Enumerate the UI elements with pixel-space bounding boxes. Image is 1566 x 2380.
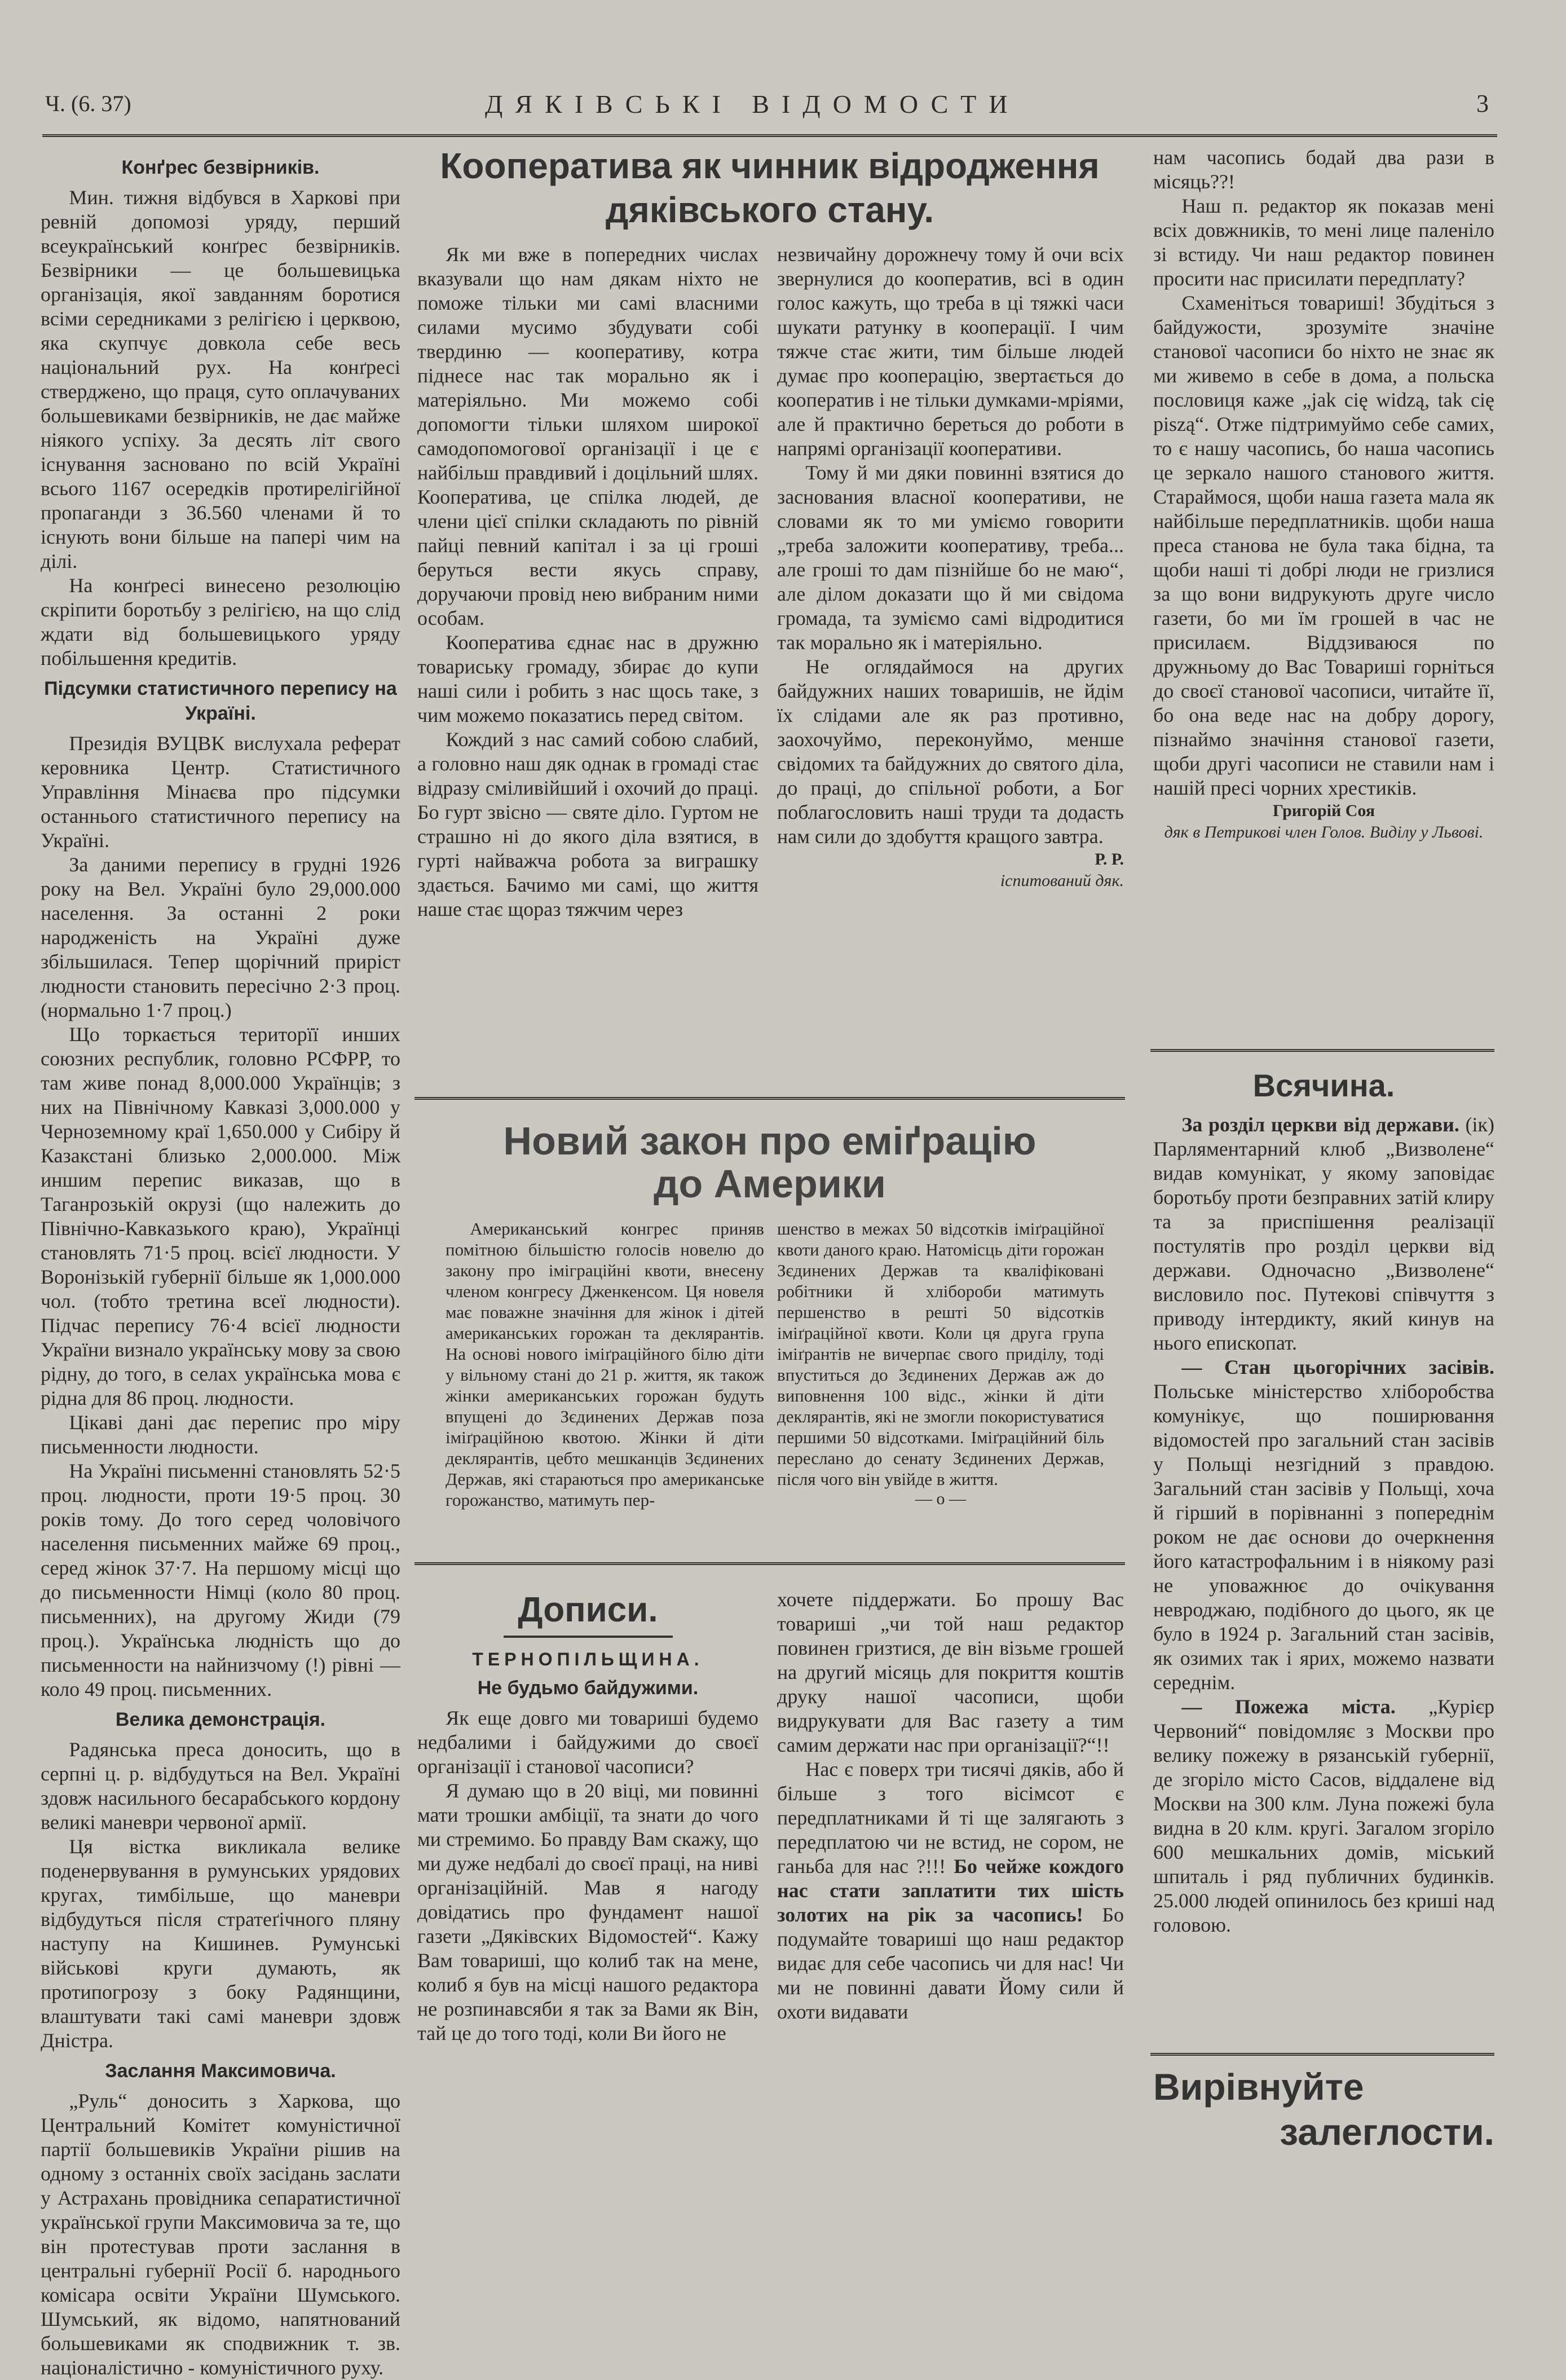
paragraph: хочете піддержати. Бо прошу Вас товариші „чи той наш редактор повинен гризтися, де він візьме грошей на другий місяць для покриття коштів друку нашої часописи, щоби видрукувати для Вас газету а тим самим держати нас при організації?“!!: [777, 1588, 1124, 1756]
ad-line: Вирівнуйте: [1153, 2066, 1364, 2108]
ad-rule: [1150, 2053, 1494, 2056]
issue-number: Ч. (6. 37): [45, 91, 131, 116]
paragraph: Кождий з нас самий собою слабий, а головно наш дяк однак в громаді стає відразу сміливійший і охочий до праці. Бо гурт звісно — святе діло. Гуртом не страшно ні до якого діла взятися, в гурті найважча робота за виграшку здається. Бачимо ми самі, що життя наше стає щораз тяжчим через: [417, 728, 758, 920]
right-column: [1153, 146, 1494, 843]
section-title: Підсумки статистичного перепису на Україні.: [44, 678, 397, 724]
misc-item: [1153, 1695, 1494, 1937]
letters-title: Дописи.: [504, 1585, 673, 1638]
letter-subtitle: Не будьмо байдужими.: [477, 1677, 699, 1699]
right-rule: [1150, 1049, 1494, 1052]
signature: [1153, 800, 1494, 843]
paragraph: Американський конгрес приняв помітною більшістю голосів новелю до закону про іміграційні квоти, внесену членом конгресу Дженкенсом. Ця новеля має поважне значіння для жінок і дітей американських горожан та деклярантів. На основі нового іміґраційного білю діти у вільному стані до 21 р. життя, як також жінки американських горожан будуть впущені до Зєдинених Держав поза іміґраційною квотою. Жінки й діти деклярантів, цебто мешканців Зєдинених Держав, які стараються про американське горожанство, матимуть пер-: [445, 1219, 764, 1510]
misc-item: [1153, 1355, 1494, 1695]
masthead: ДЯКІВСЬКІ ВІДОМОСТИ: [485, 90, 1020, 118]
paragraph: Що торкається територїї инших союзних республик, головно РСФРР, то там живе понад 8,000.000 Українців; з них на Північному Кавказі 3,000.000 у Черноземному краї 1,650.000 у Сибіру й Казакстані близько 2,000.000. Між иншим перепис виказав, що в Таганрозькій окрузі (що належить до Північно-Кавказького краю), Українці становлять 71·5 проц. всієї людности. У Воронізькій губернії більше як 1,000.000 чол. (тобто третина всеї людности). Підчас перепису 76·4 всієї людности України визнало українську мову за свою рідну, до того, в селах українська мова є рідна для 86 проц. людности.: [41, 1023, 400, 1409]
signature-name: Р. Р.: [1095, 850, 1124, 869]
paragraph: Схаменіться товариші! Збудіться з байдужости, зрозуміте значіне станової часописи бо ніхто не знає як ми живемо в себе в дома, а польска пословиця каже „jak cię widzą, tak cię piszą“. Отже підтримуймо себе самих, то є нашу часопись, бо наша часопись це зеркало нашого станового життя. Стараймося, щоби наша газета мала як найбільше передплатників. щоби наша преса станова не була така бідна, та щоби наші ті добрі люди не гризлися за що вони видрукують друге число газети, бо ми їм грошей в час не присилаєм. Віддзиваюся по дружньому до Вас Товариші горніться до своєї станової часописи, читайте її, бо она веде нас на добру дорогу, пізнаймо значіння станової газети, щоби другі часописи не ставили нам і нашій пресі чорних хрестиків.: [1153, 292, 1494, 799]
miscellany-column: [1153, 1063, 1494, 1937]
paragraph: За даними перепису в грудні 1926 року на Вел. Україні було 29,000.000 населення. За останні 2 роки народженість на Україні дуже збільшилася. Тепер щорічний приріст людности становить пересічно 2·3 проц. (нормально 1·7 проц.): [41, 853, 400, 1021]
ad-line: залеглости.: [1280, 2111, 1494, 2153]
region-title: ТЕРНОПІЛЬЩИНА.: [472, 1649, 704, 1669]
paragraph: незвичайну дорожнечу тому й очи всіх звернулися до кооператив, всі в один голос кажуть, що треба в ці тяжкі часи шукати ратунку в кооперації. І чим тяжче стає жити, тим більше людей думає про кооперацію, звертається до кооператив і не тільки думками-мріями, але й практично береться до роботи в напрямі організації кооперативи.: [777, 243, 1124, 460]
headline-line: Новий закон про еміґрацію: [503, 1119, 1036, 1163]
paragraph-text: Нас є поверх три тисячі дяків, або й більше з того вісімсот є передплатниками й ті ще залягають з передплатою чи не встид, не сором, не ганьба для нас ?!!!: [777, 1758, 1124, 1877]
misc-lead: — Пожежа міста.: [1181, 1695, 1396, 1718]
misc-item: [1153, 1113, 1494, 1355]
paragraph: Президія ВУЦВК вислухала реферат керовника Центр. Статистичного Управління Мінаєва про підсумки останнього статистичного перепису на Україні.: [41, 732, 400, 852]
paragraph: Не оглядаймося на других байдужних наших товаришів, не йдім їх слідами але як раз противно, заохочуймо, переконуймо, менше свідомих та байдужних до святого діла, до праці, до спільної роботи, а Бог поблагословить наші труди та додасть нам сили до здобуття кращого завтра.: [777, 655, 1124, 848]
misc-text: (ік) Парляментарний клюб „Визволене“ видав комунікат, у якому заповідає боротьбу проти безправних затій клиру та за приспішення реалізації постулятів про розділ церкви від держави. Одночасно „Визволене“ висловило пос. Путекові співчуття з приводу інтердикту, який кинув на нього епископат.: [1153, 1113, 1495, 1354]
letters-column-a: [417, 1585, 758, 2046]
emigration-column-a: [445, 1218, 764, 1510]
section-title: Велика демонстрація.: [115, 1709, 326, 1730]
miscellany-title: Всячина.: [1252, 1068, 1395, 1103]
coop-bottom-rule: [414, 1097, 1125, 1100]
section-title: Заслання Максимовича.: [105, 2060, 336, 2082]
coop-headline: Кооператива як чинник відродження дяківського стану.: [440, 146, 1100, 230]
coop-column-b: [777, 243, 1124, 892]
signature-name: Григорій Соя: [1272, 801, 1375, 820]
page-header: [45, 85, 1500, 135]
paragraph: Тому й ми дяки повинні взятися до заснования власної кооперативи, не словами як то ми уміємо говорити „треба заложити кооперативу, треба... але гроші то дам пізнійше бо не маю“, але ділом доказати що й ми свідома громада, та зуміємо самі відродитися так морально як і матеріяльно.: [777, 461, 1124, 654]
signature: [777, 849, 1124, 892]
paragraph: [777, 1757, 1124, 2024]
emigration-column-b: [777, 1218, 1104, 1509]
paragraph: „Руль“ доносить з Харкова, що Центральний Комітет комуністичної партії большевиків України рішив на одному з останніх своїх засідань заслати у Астрахань провідника сепаратистичної української групи Максимовича за те, що він протестував проти заслання в центральні губернії Росії б. народнього комісара освіти України Шумського. Шумський, як відомо, напятнований большевиками як сподвижник т. зв. націоналістично - комуністичного руху.: [41, 2090, 400, 2379]
misc-lead: — Стан цьогорічних засівів.: [1181, 1356, 1494, 1378]
page-number: 3: [1476, 90, 1489, 117]
paragraph-text: Бо подумайте товариші що наш редактор видає для себе часопись чи для нас! Чи ми не повинні давати Йому сили й охоти видавати: [777, 1903, 1124, 2023]
emigration-headline: [414, 1120, 1125, 1205]
letters-column-b: [777, 1588, 1124, 2024]
paragraph: нам часопись бодай два рази в місяць??!: [1153, 146, 1494, 193]
paragraph: Кооператива єднає нас в дружню товариську громаду, збирає до купи наші сили і робить з нас щось таке, з чим можемо показатись перед світом.: [417, 631, 758, 726]
paragraph: На Україні письменні становлять 52·5 проц. людности, проти 19·5 проц. 30 років тому. До того серед чоловічого населення письменних майже 69 проц., серед жінок 37·7. На першому місці що до письменности Німці (коло 80 проц. письменних), на другому Жиди (79 проц.). Українська людність що до письменности на найнизчому (!) рівні — коло 49 проц. письменних.: [41, 1460, 400, 1700]
paragraph: Як еще довго ми товариші будемо недбалими і байдужими до своєї організації і станової часописи?: [417, 1707, 758, 1778]
misc-text: Польське міністерство хліборобства комунікує, що поширювання відомостей про загальний стан засівів у Польщі незгідний з правдою. Загальний стан засівів у Польщі, хоча й гірший в порівнанні з попереднім роком не дає основи до очеркнення його катастрофальним і в ніякому разі не уповажнює до очікування невроджаю, подібного до цього, як це було в 1924 р. Загальний стан засівів, як озимих так і ярих, можемо назвати середнім.: [1153, 1380, 1494, 1694]
misc-text: „Курієр Червоний“ повідомляє з Москви про велику пожежу в рязанській губернії, де згоріло місто Сасов, віддалене від Москви на 300 клм. Луна пожежі була видна в 20 клм. кругі. Загалом згоріло 600 мешкальних домів, міський шпиталь і ряд публичних будинків. 25.000 людей опинилось без криші над головою.: [1153, 1695, 1494, 1936]
paragraph: Мин. тижня відбувся в Харкові при ревній допомозі уряду, перший всеукраїнський конґрес безвірників. Безвірники — це большевицька організація, якої завданням боротися всіми середниками з релігією і церквою, яка скупчує довкола себе весь національний рух. На конґресі стверджено, що праця, суто оплачуваних большевиками безвірників, не дає майже ніякого успіху. За десять літ свого існування засновано по всій Україні всього 1167 осередків протирелігійної пропаганди з 36.560 членами й то існують вони більше на папері чим на ділі.: [41, 186, 400, 572]
paragraph: Як ми вже в попередних числах вказували що нам дякам ніхто не поможе тільки ми самі власними силами мусимо збудувати собі твердиню — кооперативу, котра піднесе нас так морально як і матеріяльно. Ми можемо собі допомогти тільки шляхом широкої самодопомогової організації і це є найбільш правдивий і доцільний шлях. Кооператива, це спілка людей, де члени цієї спілки складають по рівній пайці певний капітал і за ці гроші беруться вести якусь справу, доручаючи провід нею вибраним ними особам.: [417, 243, 758, 629]
header-rule: [42, 134, 1497, 137]
paragraph: Наш п. редактор як показав мені всіх довжників, то мені лице паленіло зі встиду. Чи наш редактор повинен просити нас присилати передплату?: [1153, 195, 1494, 290]
coop-column-a: [417, 243, 758, 922]
left-column: [41, 149, 400, 2380]
paragraph: На конґресі винесено резолюцію скріпити боротьбу з релігією, на що слід ждати від большевицького уряду побільшення кредитів.: [41, 574, 400, 669]
paragraph: Радянська преса доносить, що в серпні ц. р. відбудуться на Вел. Україні здовж насильного бесарабського кордону великі маневри червоної армії.: [41, 1738, 400, 1834]
emphasis-text: Бо чейже кождого нас стати заплатити тих шість золотих на рік за часопись!: [777, 1855, 1124, 1926]
paragraph: шенство в межах 50 відсотків іміґраційної квоти даного краю. Натомісць діти горожан Зєдинених Держав та кваліфіковані робітники й хлібороби матимуть першенство в решті 50 відсотків іміґраційної квоти. Коли ця друга група іміґрантів не вичерпає свого приділу, тоді впуститься до Зєдинених Держав аж до виповнення 100 відс., жінки й діти деклярантів, які не змогли покористуватися першими 50 відсотками. Іміґраційний біль переслано до сенату Зєдинених Держав, після чого він увійде в життя.: [777, 1219, 1104, 1489]
paragraph: Ця вістка викликала велике поденервування в румунських урядових кругах, тимбільше, що маневри відбудуться після стратеґічного пляну наступу на Кишинев. Румунські військові круги думають, як протипогрозу з боку Радянщини, влаштувати такі самі маневри здовж Дністра.: [41, 1835, 400, 2052]
headline-line: до Америки: [654, 1162, 886, 1206]
end-mark: — о —: [915, 1489, 966, 1508]
paragraph: Я думаю що в 20 віці, ми повинні мати трошки амбіції, та знати до чого ми стремимо. Бо правду Вам скажу, що ми дуже недбалі до своєї праці, на ниві організаційній. Мав я нагоду довідатись про фундамент нашої газети „Дяківских Відомостей“. Кажу Вам товариші, що колиб так на мене, колиб я був на місці нашого редактора не розпинавсяби я так за Вами як Він, тай це до того тоді, коли Ви його не: [417, 1779, 758, 2044]
emigration-bottom-rule: [414, 1562, 1125, 1565]
section-title: Конґрес безвірників.: [121, 157, 320, 178]
paragraph: Цікаві дані дає перепис про міру письменности людности.: [41, 1411, 400, 1458]
signature-role: іспитований дяк.: [1000, 871, 1124, 890]
misc-lead: За розділ церкви від держави.: [1181, 1113, 1459, 1136]
signature-role: дяк в Петрикові член Голов. Виділу у Львові.: [1164, 823, 1484, 841]
ad-pay-arrears: [1153, 2064, 1494, 2154]
